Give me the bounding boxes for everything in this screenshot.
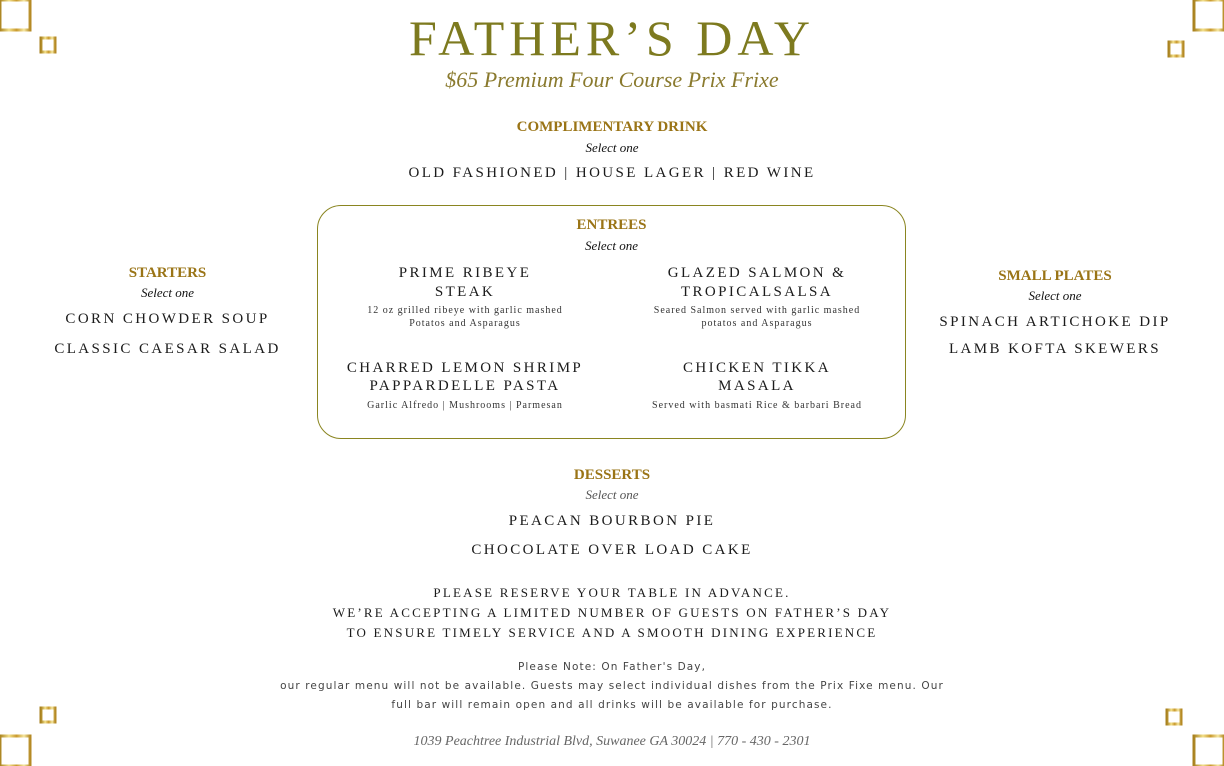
- entree-ribeye-name-1: PRIME RIBEYE: [398, 265, 532, 281]
- note-line-1: Please Note: On Father's Day,: [517, 661, 707, 673]
- drink-options: OLD FASHIONED | HOUSE LAGER | RED WINE: [408, 165, 816, 181]
- small-plates-select-note: Select one: [1028, 288, 1082, 303]
- entree-ribeye-desc-2: Potatos and Asparagus: [409, 318, 521, 329]
- notice-line-1: PLEASE RESERVE YOUR TABLE IN ADVANCE.: [433, 585, 791, 600]
- small-plate-item-dip: SPINACH ARTICHOKE DIP: [939, 314, 1171, 330]
- entree-ribeye-desc-1: 12 oz grilled ribeye with garlic mashed: [367, 305, 563, 316]
- starter-item-soup: CORN CHOWDER SOUP: [65, 311, 270, 327]
- dessert-item-pie: PEACAN BOURBON PIE: [508, 513, 716, 529]
- starters-select-note: Select one: [140, 285, 195, 300]
- note-line-2: our regular menu will not be available. Guests may select individual dishes from the Prix Fixe menu. Our: [280, 680, 944, 692]
- entrees-select-note: Select one: [584, 238, 639, 253]
- notice-line-3: TO ENSURE TIMELY SERVICE AND A SMOOTH DINING EXPERIENCE: [346, 625, 878, 640]
- desserts-heading: DESSERTS: [573, 467, 651, 483]
- starter-item-salad: CLASSIC CAESAR SALAD: [54, 341, 281, 357]
- dessert-item-cake: CHOCOLATE OVER LOAD CAKE: [471, 542, 753, 558]
- entree-salmon-desc-2: potatos and Asparagus: [701, 318, 813, 329]
- small-plates-heading: SMALL PLATES: [998, 268, 1112, 284]
- small-plate-item-kofta: LAMB KOFTA SKEWERS: [948, 341, 1162, 357]
- entree-shrimp-desc-1: Garlic Alfredo | Mushrooms | Parmesan: [367, 400, 563, 411]
- menu-title: FATHER’S DAY: [409, 10, 815, 66]
- entree-shrimp-name-2: PAPPARDELLE PASTA: [369, 378, 561, 394]
- note-line-3: full bar will remain open and all drinks will be available for purchase.: [391, 699, 833, 711]
- entree-salmon-name-1: GLAZED SALMON &: [667, 265, 847, 281]
- drink-heading: COMPLIMENTARY DRINK: [516, 119, 708, 135]
- menu-subtitle: $65 Premium Four Course Prix Frixe: [445, 67, 779, 92]
- entree-salmon-name-2: TROPICALSALSA: [680, 284, 834, 300]
- entree-shrimp-name-1: CHARRED LEMON SHRIMP: [346, 360, 584, 376]
- notice-line-2: WE’RE ACCEPTING A LIMITED NUMBER OF GUESTS ON FATHER’S DAY: [332, 605, 892, 620]
- desserts-select-note: Select one: [585, 487, 639, 502]
- entree-tikka-name-1: CHICKEN TIKKA: [683, 360, 831, 376]
- drink-select-note: Select one: [585, 140, 639, 155]
- starters-heading: STARTERS: [128, 265, 207, 281]
- entree-tikka-name-2: MASALA: [718, 378, 796, 394]
- entree-tikka-desc-1: Served with basmati Rice & barbari Bread: [652, 400, 862, 411]
- entree-ribeye-name-2: STEAK: [434, 284, 496, 300]
- entree-salmon-desc-1: Seared Salmon served with garlic mashed: [653, 305, 861, 316]
- entrees-heading: ENTREES: [576, 217, 647, 233]
- footer-address: 1039 Peachtree Industrial Blvd, Suwanee GA 30024 | 770 - 430 - 2301: [413, 734, 811, 749]
